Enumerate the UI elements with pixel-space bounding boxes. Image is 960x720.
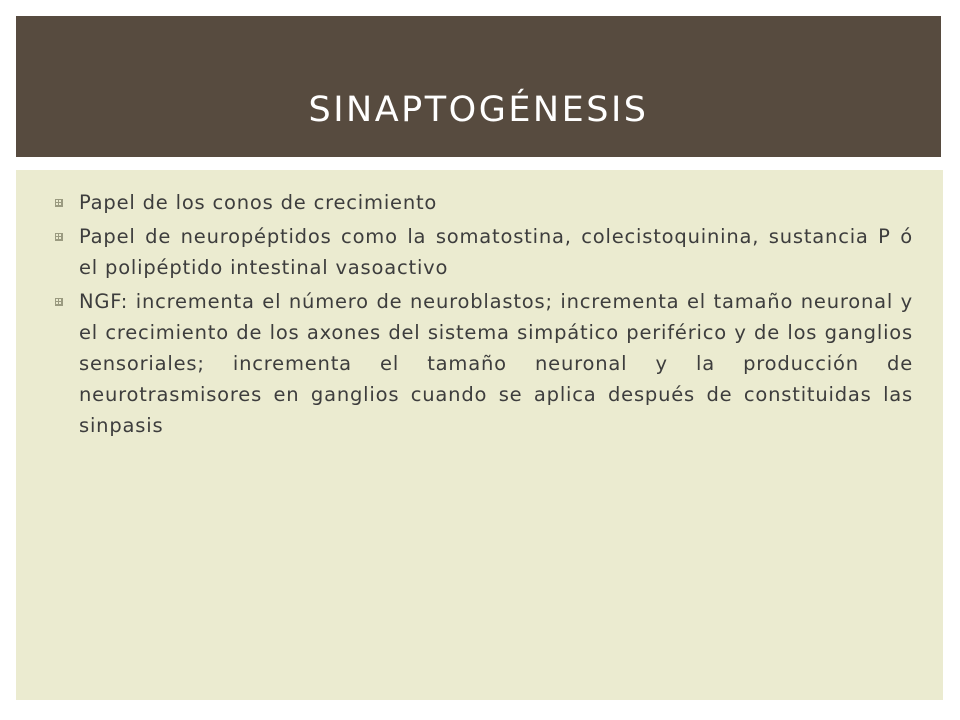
bullet-text: Papel de los conos de crecimiento: [79, 191, 438, 214]
title-band: [16, 16, 941, 157]
bullet-list: [55, 187, 913, 444]
square-bullet-icon: [55, 199, 63, 207]
bullet-item-growth-cones: [55, 187, 913, 218]
content-panel: [16, 170, 943, 700]
bullet-text: Papel de neuropéptidos como la somatostina, colecistoquinina, sustancia P ó el polipéptido intestinal vasoactivo: [79, 225, 913, 279]
square-bullet-icon: [55, 233, 63, 241]
bullet-item-neuropeptides: [55, 221, 913, 283]
square-bullet-icon: [55, 298, 63, 306]
slide-title: SINAPTOGÉNESIS: [308, 90, 649, 130]
bullet-item-ngf: [55, 286, 913, 441]
bullet-text: NGF: incrementa el número de neuroblastos; incrementa el tamaño neuronal y el crecimiento de los axones del sistema simpático periférico y de los ganglios sensoriales; incrementa el tamaño neuronal y la producción de neurotrasmisores en ganglios cuando se aplica después de constituidas las sinpasis: [79, 290, 913, 437]
